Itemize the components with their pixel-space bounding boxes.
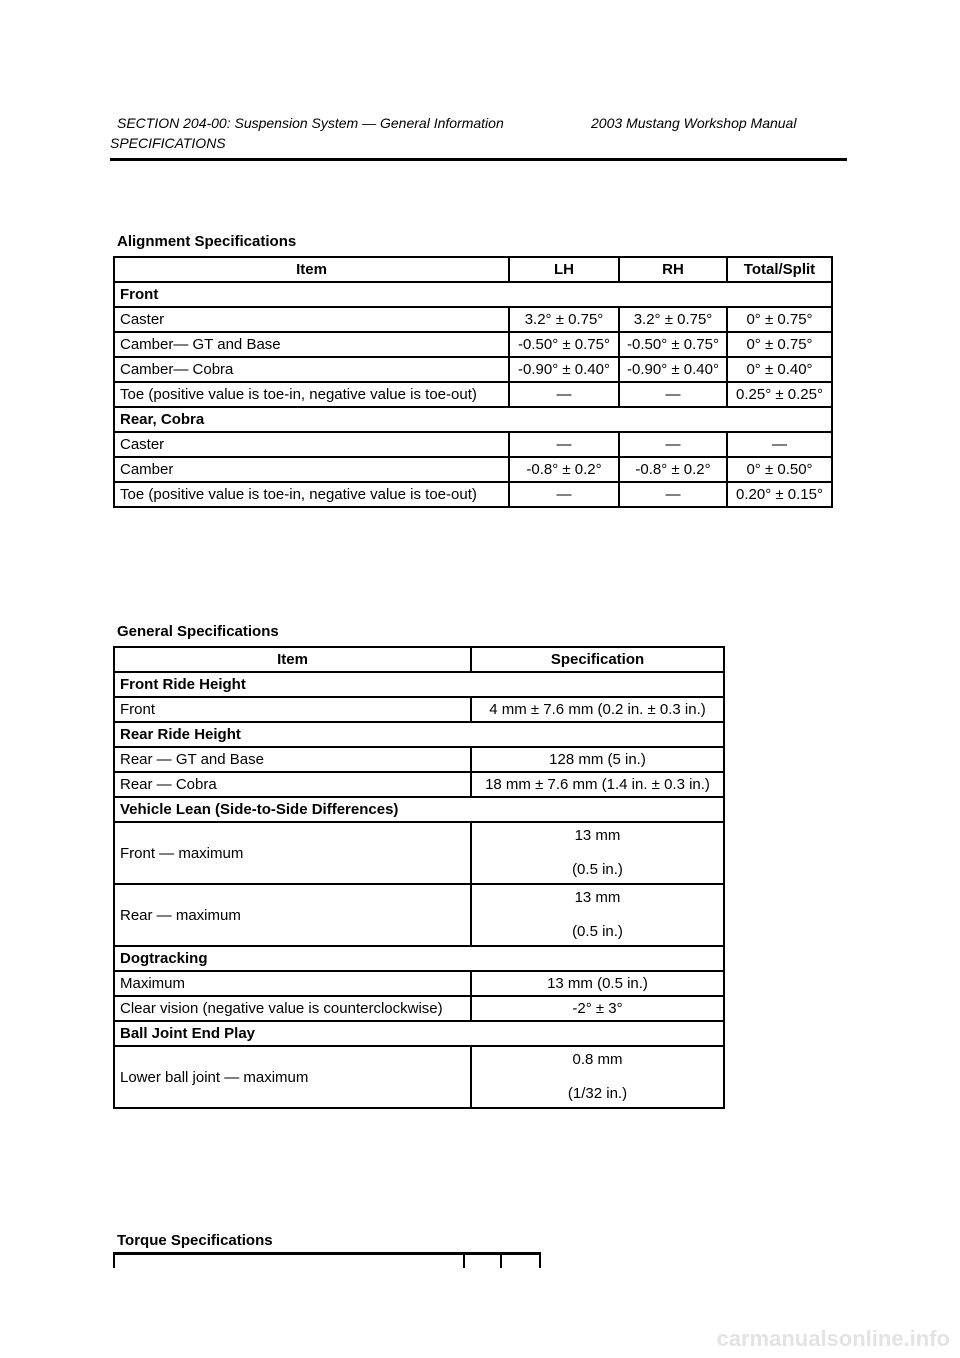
value-line: 13 mm [574,827,621,844]
torque-caption: Torque Specifications [117,1232,273,1249]
section-row [114,722,724,747]
header-rule [110,158,847,161]
section-row [114,946,724,971]
value-cell: — [619,382,727,407]
value-cell: — [619,432,727,457]
value-cell: — [509,432,619,457]
item-cell: Camber [114,457,509,482]
table-row [114,382,832,407]
table-row [114,307,832,332]
section-label: Front Ride Height [114,672,724,697]
section-label: Rear Ride Height [114,722,724,747]
general-caption: General Specifications [117,623,279,640]
value-cell: -0.90° ± 0.40° [509,357,619,382]
general-table [113,646,725,1109]
item-cell: Rear — GT and Base [114,747,471,772]
table-row [114,482,832,507]
value-cell: -0.90° ± 0.40° [619,357,727,382]
general-header-row [114,647,724,672]
item-cell: Rear — Cobra [114,772,471,797]
value-cell: -2° ± 3° [471,996,724,1021]
value-line: 13 mm [574,889,621,906]
torque-table-frame [113,1252,541,1268]
section-row [114,282,832,307]
value-cell: 0° ± 0.40° [727,357,832,382]
item-cell: Toe (positive value is toe-in, negative value is toe-out) [114,382,509,407]
table-row [114,1046,724,1108]
value-line: 0.8 mm [572,1051,623,1068]
section-label: Dogtracking [114,946,724,971]
value-cell: — [727,432,832,457]
section-row [114,672,724,697]
torque-table-divider [463,1252,465,1268]
value-cell: 4 mm ± 7.6 mm (0.2 in. ± 0.3 in.) [471,697,724,722]
value-line: (0.5 in.) [572,923,623,940]
value-cell: — [509,482,619,507]
value-cell: 18 mm ± 7.6 mm (1.4 in. ± 0.3 in.) [471,772,724,797]
section-label: Vehicle Lean (Side-to-Side Differences) [114,797,724,822]
value-cell: -0.8° ± 0.2° [509,457,619,482]
column-header: Item [114,257,509,282]
section-label: Rear, Cobra [114,407,832,432]
value-line: (0.5 in.) [572,861,623,878]
alignment-header-row [114,257,832,282]
header-section-title: SECTION 204-00: Suspension System — General Information [117,115,504,131]
watermark: carmanualsonline.info [716,1326,950,1351]
item-cell: Rear — maximum [114,884,471,946]
table-row [114,971,724,996]
table-row [114,432,832,457]
item-cell: Caster [114,307,509,332]
value-cell [471,884,724,946]
value-cell: -0.50° ± 0.75° [509,332,619,357]
item-cell: Caster [114,432,509,457]
alignment-caption: Alignment Specifications [117,233,297,250]
item-cell: Clear vision (negative value is counterclockwise) [114,996,471,1021]
value-cell [471,1046,724,1108]
value-cell: 128 mm (5 in.) [471,747,724,772]
item-cell: Lower ball joint — maximum [114,1046,471,1108]
column-header: Specification [471,647,724,672]
torque-table-divider [539,1252,541,1268]
value-cell: — [509,382,619,407]
table-row [114,822,724,884]
item-cell: Maximum [114,971,471,996]
section-label: Front [114,282,832,307]
value-cell: 0.20° ± 0.15° [727,482,832,507]
value-cell: 0.25° ± 0.25° [727,382,832,407]
item-cell: Toe (positive value is toe-in, negative value is toe-out) [114,482,509,507]
value-cell: — [619,482,727,507]
column-header: Item [114,647,471,672]
value-cell: 3.2° ± 0.75° [509,307,619,332]
value-cell: 0° ± 0.75° [727,307,832,332]
table-row [114,357,832,382]
torque-table-divider [500,1252,502,1268]
item-cell: Front [114,697,471,722]
torque-table-divider [113,1252,115,1268]
table-row [114,884,724,946]
table-row [114,332,832,357]
value-cell: 3.2° ± 0.75° [619,307,727,332]
item-cell: Camber— GT and Base [114,332,509,357]
item-cell: Camber— Cobra [114,357,509,382]
value-cell: -0.50° ± 0.75° [619,332,727,357]
value-cell [471,822,724,884]
value-cell: 13 mm (0.5 in.) [471,971,724,996]
section-row [114,407,832,432]
table-row [114,996,724,1021]
item-cell: Front — maximum [114,822,471,884]
table-row [114,772,724,797]
value-line: (1/32 in.) [567,1085,628,1102]
section-label: Ball Joint End Play [114,1021,724,1046]
column-header: Total/Split [727,257,832,282]
value-cell: -0.8° ± 0.2° [619,457,727,482]
table-row [114,697,724,722]
column-header: LH [509,257,619,282]
value-cell: 0° ± 0.75° [727,332,832,357]
table-row [114,457,832,482]
alignment-table [113,256,833,508]
torque-table-top-border [113,1252,541,1255]
section-row [114,797,724,822]
table-row [114,747,724,772]
section-row [114,1021,724,1046]
header-subtitle: SPECIFICATIONS [110,135,226,151]
column-header: RH [619,257,727,282]
value-cell: 0° ± 0.50° [727,457,832,482]
header-manual-title: 2003 Mustang Workshop Manual [591,115,797,131]
